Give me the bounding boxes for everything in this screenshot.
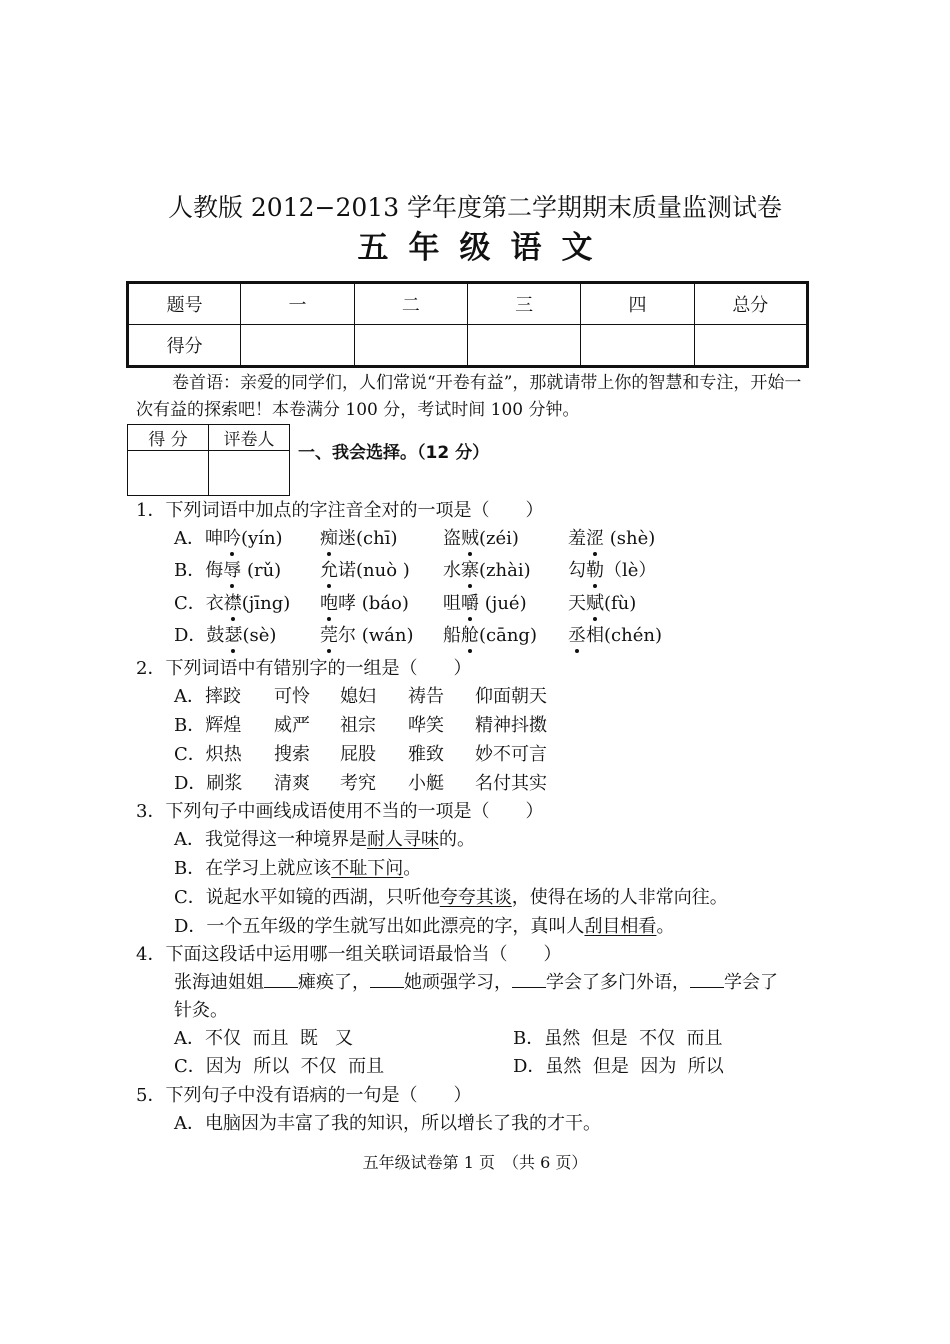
pinyin-option (568, 589, 636, 615)
exam-title: 人教版 2012−2013 学年度第二学期期末质量监测试卷 (167, 193, 783, 222)
page-footer: 五年级试卷第 1 页 （共 6 页） (362, 1153, 588, 1172)
score-row-label: 得分 (128, 325, 241, 367)
option-text: 尔 (wán) (338, 625, 414, 646)
option-text: 哮 (báo) (338, 593, 409, 614)
option-label-word[interactable]: D．刷浆 (174, 773, 243, 794)
question-3-stem: 3．下列句子中画线成语使用不当的一项是（ ） (136, 801, 544, 822)
sentence-text: 。 (403, 858, 422, 879)
sentence-text: D．一个五年级的学生就写出如此漂亮的字，真叫人 (174, 916, 585, 937)
option-text: 勾 (568, 560, 586, 581)
grader-box (127, 424, 290, 496)
question-5-stem: 5．下列句子中没有语病的一句是（ ） (136, 1085, 472, 1106)
score-table (126, 281, 809, 368)
question-4-stem: 4．下面这段话中运用哪一组关联词语最恰当（ ） (136, 944, 562, 965)
dotted-character: 襟 (224, 589, 242, 615)
option-text: (fù) (604, 593, 637, 614)
pinyin-option (568, 524, 655, 550)
option-text: 相(chén) (586, 625, 662, 646)
pinyin-option (443, 621, 537, 647)
grader-name-cell[interactable] (209, 451, 290, 496)
option-text: (yín) (241, 528, 283, 549)
option-text: 船 (443, 625, 461, 646)
passage-text: 她顽强学习， (404, 972, 512, 993)
word-item: 搜索 (274, 744, 310, 765)
option-text: (cāng) (479, 625, 537, 646)
fill-blank[interactable] (690, 973, 724, 988)
pinyin-option[interactable] (174, 524, 283, 550)
sentence-text: 的。 (439, 829, 475, 850)
pinyin-option (320, 556, 410, 582)
underlined-idiom: 耐人寻味 (367, 829, 439, 850)
word-item: 妙不可言 (475, 744, 547, 765)
fill-blank[interactable] (264, 973, 298, 988)
pinyin-option (568, 556, 656, 582)
option-text: A．呻 (174, 528, 223, 549)
score-header-cell: 一 (241, 283, 354, 325)
sentence-option[interactable] (174, 912, 674, 938)
option-text: 咀 (443, 593, 461, 614)
dotted-character: 咆 (320, 589, 338, 615)
option-text: 天 (568, 593, 586, 614)
score-header-cell: 总分 (694, 283, 807, 325)
pinyin-option (443, 589, 527, 615)
score-input-cell[interactable] (241, 325, 354, 367)
underlined-idiom: 夸夸其谈 (439, 887, 512, 908)
dotted-character: 涩 (586, 524, 604, 550)
sentence-text: A．我觉得这一种境界是 (174, 829, 367, 850)
dotted-character: 勒 (586, 556, 604, 582)
sentence-option[interactable] (174, 883, 728, 909)
word-item: 仰面朝天 (475, 686, 547, 707)
option-text: C．衣 (174, 593, 224, 614)
option-text: (jīng) (241, 593, 291, 614)
option-b[interactable]: B．虽然 但是 不仅 而且 (513, 1028, 723, 1049)
section-title: 一、我会选择。（12 分） (298, 443, 490, 463)
score-header-cell: 题号 (128, 283, 241, 325)
option-label-word[interactable]: C．炽热 (174, 744, 242, 765)
grader-score-cell[interactable] (128, 451, 209, 496)
option-label-word[interactable]: B．辉煌 (174, 715, 242, 736)
sentence-text: C．说起水平如镜的西湖，只听他 (174, 887, 440, 908)
word-item: 媳妇 (340, 686, 376, 707)
option-c[interactable]: C．因为 所以 不仅 而且 (174, 1056, 385, 1077)
dotted-character: 嚼 (461, 589, 479, 615)
score-input-cell[interactable] (467, 325, 580, 367)
pinyin-option[interactable] (174, 621, 276, 647)
word-item: 考究 (340, 773, 376, 794)
pinyin-option[interactable] (174, 589, 290, 615)
score-input-cell[interactable] (581, 325, 694, 367)
word-item: 哗笑 (408, 715, 444, 736)
question-1-stem: 1．下列词语中加点的字注音全对的一项是（ ） (136, 500, 544, 521)
option-label-word[interactable]: A．摔跤 (174, 686, 241, 707)
dotted-character: 瑟 (224, 621, 242, 647)
fill-blank[interactable] (512, 973, 546, 988)
pinyin-option (320, 524, 397, 550)
option-text: （lè） (604, 560, 657, 581)
pinyin-option (443, 556, 531, 582)
fill-blank[interactable] (370, 973, 404, 988)
score-input-cell[interactable] (354, 325, 467, 367)
option-d[interactable]: D．虽然 但是 因为 所以 (513, 1056, 724, 1077)
question-2-stem: 2．下列词语中有错别字的一组是（ ） (136, 658, 472, 679)
score-input-cell[interactable] (694, 325, 807, 367)
option-text: 盗 (443, 528, 461, 549)
dotted-character: 丞 (568, 621, 586, 647)
option-text: 水 (443, 560, 461, 581)
dotted-character: 莞 (320, 621, 338, 647)
word-item: 可怜 (274, 686, 310, 707)
sentence-text: B．在学习上就应该 (174, 858, 332, 879)
underlined-idiom: 刮目相看 (584, 916, 657, 937)
option-text: (zhài) (479, 560, 531, 581)
grader-score-label: 得 分 (128, 425, 209, 451)
sentence-text: 。 (656, 916, 675, 937)
word-item: 屁股 (340, 744, 376, 765)
question-4-passage (174, 968, 778, 994)
dotted-character: 舱 (461, 621, 479, 647)
sentence-option[interactable] (174, 854, 421, 880)
sentence-option[interactable] (174, 825, 475, 851)
word-item: 威严 (274, 715, 310, 736)
question-4-passage-cont: 针灸。 (174, 1000, 228, 1021)
option-text: (zéi) (479, 528, 519, 549)
score-table-score-row (128, 325, 808, 367)
word-item: 雅致 (408, 744, 444, 765)
dotted-character: 痴 (320, 524, 338, 550)
option-a[interactable]: A．不仅 而且 既 又 (174, 1028, 354, 1049)
dotted-character: 赋 (586, 589, 604, 615)
option-text: 迷(chī) (338, 528, 398, 549)
pinyin-option (568, 621, 662, 647)
dotted-character: 寨 (461, 556, 479, 582)
score-table-header-row (128, 283, 808, 325)
passage-text: 张海迪姐姐 (174, 972, 264, 993)
word-item: 精神抖擞 (475, 715, 547, 736)
word-item: 清爽 (274, 773, 310, 794)
option-text: (jué) (479, 593, 527, 614)
word-item: 祷告 (408, 686, 444, 707)
sentence-text: ，使得在场的人非常向往。 (511, 887, 728, 908)
word-item: 小艇 (408, 773, 444, 794)
pinyin-option (443, 524, 519, 550)
option-text: 诺(nuò ) (338, 560, 410, 581)
dotted-character: 贼 (461, 524, 479, 550)
exam-subject: 五年级语文 (357, 230, 613, 266)
intro-text (136, 370, 816, 424)
passage-text: 瘫痪了， (298, 972, 370, 993)
option-text: B．侮 (174, 560, 224, 581)
score-header-cell: 四 (581, 283, 694, 325)
option-a[interactable]: A．电脑因为丰富了我的知识，所以增长了我的才干。 (174, 1113, 601, 1134)
pinyin-option (320, 621, 414, 647)
pinyin-option (320, 589, 409, 615)
option-text: (rǔ) (241, 560, 282, 581)
score-header-cell: 三 (467, 283, 580, 325)
option-text: (shè) (604, 528, 656, 549)
intro-content: 卷首语：亲爱的同学们，人们常说“开卷有益”，那就请带上你的智慧和专注，开始一次有益的探索吧！本卷满分 100 分，考试时间 100 分钟。 (136, 373, 802, 420)
word-item: 名付其实 (475, 773, 547, 794)
passage-text: 学会了多门外语， (546, 972, 690, 993)
passage-text: 学会了 (724, 972, 778, 993)
grader-name-label: 评卷人 (209, 425, 290, 451)
word-item: 祖宗 (340, 715, 376, 736)
option-text: 羞 (568, 528, 586, 549)
score-header-cell: 二 (354, 283, 467, 325)
underlined-idiom: 不耻下问 (331, 858, 404, 879)
pinyin-option[interactable] (174, 556, 281, 582)
option-text: D．鼓 (174, 625, 225, 646)
dotted-character: 吟 (223, 524, 241, 550)
dotted-character: 辱 (223, 556, 241, 582)
option-text: (sè) (242, 625, 277, 646)
dotted-character: 允 (320, 556, 338, 582)
